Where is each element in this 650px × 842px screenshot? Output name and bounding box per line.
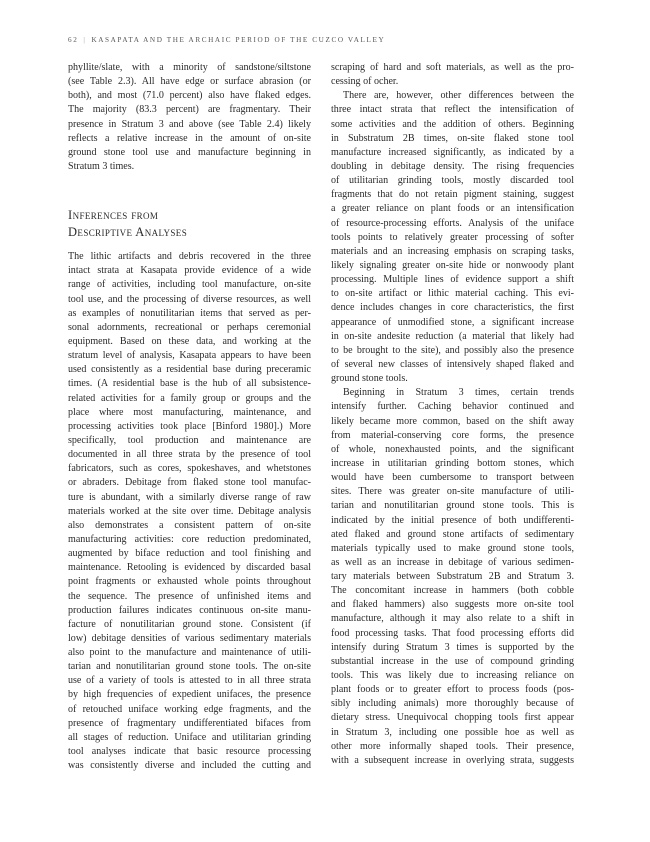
- right-column: [331, 61, 574, 768]
- section-heading-line-2: Descriptive Analyses: [68, 225, 188, 240]
- text-line: of retouched uniface working edge fragments, and the: [68, 703, 311, 715]
- text-line: of utilitarian grinding tools, mostly discarded tool: [331, 175, 574, 187]
- text-line: stratum level of analysis, Kasapata appears to have been: [68, 350, 311, 362]
- text-line: processing activities took place [Binford 1980].) More: [68, 420, 311, 432]
- text-line: tool analyses indicate that basic resource processing: [68, 746, 311, 758]
- text-line: in on-site andesite reduction (a material that likely had: [331, 330, 574, 342]
- text-line: as examples of nonutilitarian items that served as per-: [68, 307, 311, 319]
- text-line: substantial increase in the use of compound grinding: [331, 655, 574, 667]
- page-number: 62: [68, 36, 79, 44]
- text-line: likely signaling greater on-site hide or nonwoody plant: [331, 259, 574, 271]
- text-line: point fragments or exhausted whole points throughout: [68, 576, 311, 588]
- text-line: The concomitant increase in hammers (both cobble: [331, 585, 574, 597]
- text-line: was consistently diverse and included the cutting and: [68, 760, 311, 772]
- text-line: also point to the manufacture and maintenance of utili-: [68, 647, 311, 659]
- text-line: in Stratum 3, including one possible hoe as well as: [331, 726, 574, 738]
- paragraph-inferences: [68, 250, 311, 773]
- section-heading: [68, 207, 311, 241]
- text-line: or abraders. Debitage from flaked stone tool manufac-: [68, 477, 311, 489]
- text-line: to be brought to the site), and possibly also the presence: [331, 344, 574, 356]
- text-line: equipment. Based on these data, and working at the: [68, 335, 311, 347]
- text-line: by high frequencies of expedient unifaces, the presence: [68, 689, 311, 701]
- text-line: augmented by biface reduction and tool finishing and: [68, 548, 311, 560]
- text-line: the sequence. The presence of unfinished items and: [68, 590, 311, 602]
- text-line: intensify during Stratum 3 times is supported by the: [331, 641, 574, 653]
- text-line: cessing of ocher.: [331, 76, 399, 88]
- text-line: The lithic artifacts and debris recovered in the three: [68, 251, 311, 263]
- text-line: sites. There was greater on-site manufacture of utili-: [331, 486, 574, 498]
- text-line: in Substratum 2B times, on-site flaked stone tool: [331, 132, 574, 144]
- text-line: increase in utilitarian grinding bottom stones, which: [331, 457, 574, 469]
- text-line: times. (A residential base is the hub of all subsistence-: [68, 378, 311, 390]
- text-line: intensify further. Caching behavior continued and: [331, 401, 574, 413]
- text-line: all stages of reduction. Uniface and utilitarian grinding: [68, 731, 311, 743]
- text-line: materials typically used to make ground stone tools,: [331, 542, 574, 554]
- text-line: processing. Multiple lines of evidence support a shift: [331, 274, 574, 286]
- text-line: and flaked hammers) also suggests more on-site tool: [331, 599, 574, 611]
- text-line: intact strata at Kasapata provide evidence of a wide: [68, 265, 311, 277]
- text-line: dence includes changes in core characteristics, the first: [331, 302, 574, 314]
- text-line: fabricators, such as cores, spokeshaves, and whetstones: [68, 463, 311, 475]
- spacer: [68, 174, 311, 207]
- text-line: tools. This was likely due to increasing reliance on: [331, 670, 574, 682]
- text-line: some activities and the addition of others. Beginning: [331, 118, 574, 130]
- text-line: production failures indicates continuous on-site manu-: [68, 604, 311, 616]
- text-line: ated flaked and ground stone artifacts of sedimentary: [331, 528, 574, 540]
- text-line: presence of fragmentary undifferentiated bifaces from: [68, 717, 311, 729]
- text-line: Stratum 3 times.: [68, 160, 135, 172]
- text-line: tarian and nonutilitarian ground stone tools. The on-site: [68, 661, 311, 673]
- text-line: materials and an increasing emphasis on scraping tasks,: [331, 245, 574, 257]
- text-line: materials worked at the site over time. Debitage analysis: [68, 505, 311, 517]
- text-line: manufacture increased significantly, as indicated by a: [331, 146, 574, 158]
- text-line: indicated by the initial presence of both undifferenti-: [331, 514, 574, 526]
- text-line: ture is abundant, with a similarly diverse range of raw: [68, 491, 311, 503]
- text-line: maintenance. Retooling is evidenced by discarded basal: [68, 562, 311, 574]
- text-line: food processing tasks. That food processing efforts did: [331, 627, 574, 639]
- text-line: sonal adornments, recreational or perhaps ceremonial: [68, 321, 311, 333]
- text-line: other more informally shaped tools. Their presence,: [331, 740, 574, 752]
- running-head: [68, 36, 385, 44]
- text-line: scraping of hard and soft materials, as well as the pro-: [331, 62, 574, 73]
- text-line: reflects a relative increase in the amount of on-site: [68, 132, 311, 144]
- text-line: place where most manufacturing, maintenance, and: [68, 406, 311, 418]
- text-line: doubling in debitage density. The rising frequencies: [331, 160, 574, 172]
- text-line: manufacture, although it may also relate to a shift in: [331, 613, 574, 625]
- text-line: of several new classes of intensively shaped flaked and: [331, 358, 574, 370]
- text-line: fragments that do not retain pigment staining, suggest: [331, 189, 574, 201]
- text-line: related activities for a family group or groups and the: [68, 392, 311, 404]
- text-line: range of activities, including tool manufacture, on-site: [68, 279, 311, 291]
- text-line: tool use, and the processing of diverse resources, as well: [68, 293, 311, 305]
- text-line: with a subsequent increase in overlying strata, suggests: [331, 754, 574, 766]
- text-line: also demonstrates a consistent pattern of on-site: [68, 519, 311, 531]
- text-line: to on-site artifact or lithic material caching. This evi-: [331, 288, 574, 300]
- text-line: tary materials between Substratum 2B and Stratum 3.: [331, 571, 574, 583]
- text-line: plant foods or to greater effort to process foods (pos-: [331, 684, 574, 696]
- text-line: of whole, nonexhausted points, and the significant: [331, 443, 574, 455]
- text-line: facture of nonutilitarian ground stone. Consistent (if: [68, 618, 311, 630]
- text-line: three intact strata that reflect the intensification of: [331, 104, 574, 116]
- text-line: There are, however, other differences between the: [343, 90, 574, 102]
- text-line: tarian and nonutilitarian ground stone tools. This is: [331, 500, 574, 512]
- text-line: likely became more common, based on the shift away: [331, 415, 574, 427]
- text-line: ground stone tool use and manufacture beginning in: [68, 146, 311, 158]
- text-line: low) debitage densities of various sedimentary materials: [68, 632, 311, 644]
- text-line: Beginning in Stratum 3 times, certain trends: [343, 387, 574, 399]
- text-line: both), and most (71.0 percent) also have flaked edges.: [68, 90, 311, 102]
- text-line: sibly including animals) more thoroughly because of: [331, 698, 574, 710]
- text-line: (see Table 2.3). All have edge or surface abrasion (or: [68, 76, 311, 88]
- text-line: used consistently as a residential base during preceramic: [68, 364, 311, 376]
- paragraph-intro: [68, 61, 311, 174]
- running-head-separator: |: [83, 36, 87, 44]
- text-line: presence in Stratum 3 and above (see Table 2.4) likely: [68, 118, 311, 130]
- text-line: specifically, tool production and maintenance are: [68, 434, 311, 446]
- text-line: The majority (83.3 percent) are fragmentary. Their: [68, 104, 311, 116]
- text-line: ground stone tools.: [331, 373, 408, 385]
- text-line: appearance of unmodified stone, a significant increase: [331, 316, 574, 328]
- text-line: use of a variety of tools is attested to in all three strata: [68, 675, 311, 687]
- text-line: dietary stress. Unequivocal chopping tools first appear: [331, 712, 574, 724]
- text-line: as well as an increase in debitage of various sedimen-: [331, 556, 574, 568]
- text-line: would have been cumbersome to transport between: [331, 472, 574, 484]
- text-line: a greater reliance on plant foods or an intensification: [331, 203, 574, 215]
- running-head-title: KASAPATA AND THE ARCHAIC PERIOD OF THE CUZCO VALLEY: [91, 36, 386, 44]
- text-line: manufacturing activities: core reduction predominated,: [68, 533, 311, 545]
- left-column: [68, 61, 311, 773]
- text-line: documented in all three strata by the presence of tool: [68, 449, 311, 461]
- text-line: of resource-processing efforts. Analysis of the uniface: [331, 217, 574, 229]
- section-heading-line-1: Inferences from: [68, 208, 159, 223]
- text-line: from material-conserving core forms, the presence: [331, 429, 574, 441]
- text-line: phyllite/slate, with a minority of sandstone/siltstone: [68, 62, 311, 73]
- text-line: tools points to relatively greater processing of softer: [331, 231, 574, 243]
